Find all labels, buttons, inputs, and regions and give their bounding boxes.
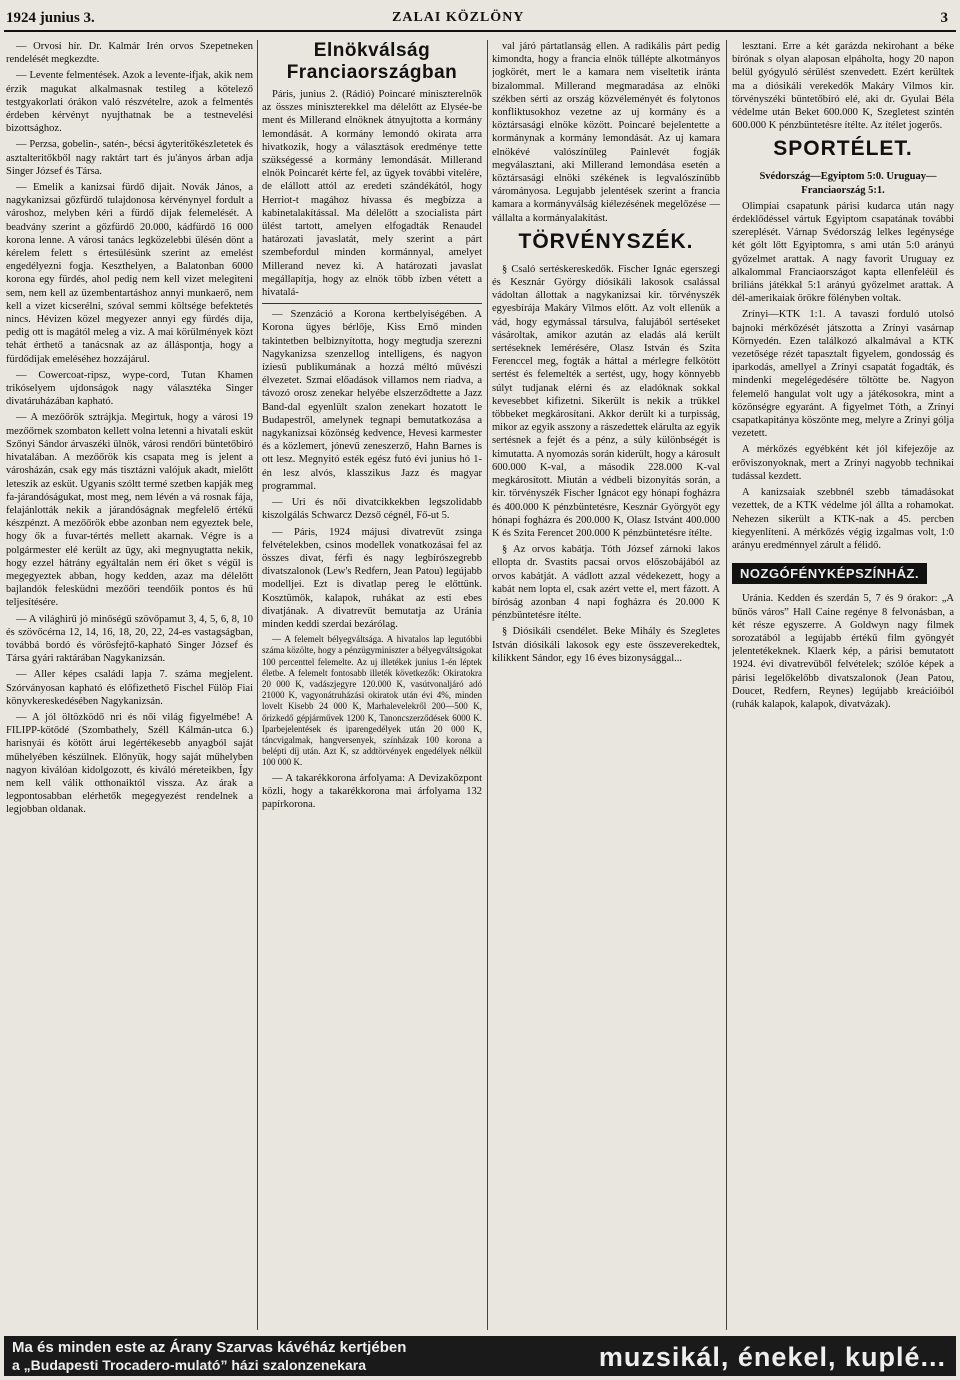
main-headline: Elnökválság Franciaországban (286, 40, 458, 83)
news-item: — Levente felmentések. Azok a levente-ifjak, akik nem érzik magukat alkalmasnak testileg a kötelező testgyakorlati órákon való részvételre, azok a felmentés érdeben kérvényt nyujthatnak be a testnevelési bizottsághoz. (6, 70, 253, 135)
column-4 (732, 40, 954, 1335)
news-item: Svédország—Egyiptom 5:0. Uruguay—Franciaország 5:1. (759, 171, 937, 196)
news-item: — Páris, 1924 májusi divatrevüt zsinga felvételekben, csinos modellek vonatkozásai fel az összes divat, férfi és nagy legbírószegrebb divatszalonok (Lew's Redfern, Jean Patou) legújabb modelljei. Ezt is divatlap pereg le előttünk. Kosztümök, kalapok, ruhákat az esti ebes divatjának. A divatrevüt bemutatja az Uránia minden keddi szerdai bezárólag. (262, 526, 482, 630)
column-divider (487, 40, 488, 1330)
header-rule (4, 30, 956, 32)
news-item: — Perzsa, gobelin-, satén-, bécsi ágyteritőkészletetek és asztalteritőkből nagy raktárt tart és ju'ányos árban adja Singer József és Társa. (6, 139, 253, 177)
news-item: — Emelik a kanizsai fürdő dijait. Novák János, a nagykanizsai gőzfürdő tulajdonosa kérvénynyel fordult a városhoz, melyben kéri a fürdő dijak felemelését. A beadvány szerint a gőzfürdő 20.000, kádfürdő 16 000 korona lenne. A városi tanács legközelebbi ülésén dönt a kérelem felett s értesülésünk szerint az emelést engedélyezni fogja. Keszthelyen, a Balatonban 6000 korona egy fürdés, ahol pedig nem kell vizet melegiteni sem, nem kell az üzembentartáshoz annyi munkaerő, nem kell a vizet kicserélni, szóval semmi költsége befektetés nincs. Hévizen közel megyezer annyi egy fürdés dija, pedig ott is magától meleg a viz. A mai körülmények közt tehát érthető a tanácsnak az az álláspontja, hogy a fürdődijak emeléséhez hozzájárul. (6, 182, 253, 365)
news-item: A mérkőzés egyébként két jól kifejezője az erőviszonyoknak, mert a Zrínyi nagyobb technikai tudással kezdett. (732, 444, 954, 482)
news-item: — Uri és női divatcikkekben legszolidabb kiszolgálás Schwarcz Dezső cégnél, Fő-ut 5. (262, 497, 482, 522)
news-item: — A mezőőrök sztrájkja. Megirtuk, hogy a városi 19 mezőőrnek szombaton kellett volna letenni a hivatali esküt Szőnyi Sándor árvaszéki ülnök, városi rendőri büntetőbiró hivatalában. A mezőőrök kis csapata meg is jelent a városházán, csak egy más tisztázni valójuk akadt, mielőtt leteszik az esküt. Ugyanis szóltt termé szetben kapják meg fa-járandóságukat, most meg, nem lévén a vá rosnak fája, felajánlották nekik a járandóságnak megfelelő értékű készpénzt. A mezőőrök ebbe azonban nem egyeztek bele, hogy ők a fuvar-tértés mellett akarnak. Végre is a polgármester elé került az ügy, aki megnyugtatta nekik, hogy ezzel hátrány egyáltalán nem éri őket s végül is megegyeztek abban, hogy kedden, azaz ma délelőtt bajlandók felesküdni mezőőri teendőik pontos és hű teljesítésére. (6, 412, 253, 609)
news-item: — A világhirű jó minőségű szövőpamut 3, 4, 5, 6, 8, 10 és szövőcérna 12, 14, 16, 18, 20, 22, 24-es vastagságban, továbbá bordó és vörösfejtő-kapható Singer József és Társa gyári raktárában Nagykanizsán. (6, 613, 253, 665)
news-item: — Aller képes családi lapja 7. száma megjelent. Szórványosan kapható és előfizethető Fischel Fülöp Fiai könyvkereskedésében Nagykanizsán. (6, 669, 253, 707)
news-item: Páris, junius 2. (Rádió) Poincaré miniszterelnök az összes miniszterekkel ma délelőtt az Elysée-be ment és Millerand elnöknek átnyujtotta a kormány lemondását. A kormány lemondó okirata arra hivatkozik, hogy a választások eredménye tette szükségessé a kormány lemondását. Millerand elnök Poincarét kérte fel, az ügyek további vitelére, de elállott attól az eredeti szándékától, hogy Herriot-t magához hívassa és megbízza a kabinetalakítással. Ma délelőtt a szocialista párt ülést tartott, amelyen elfogadták Renaudel határozati javaslatát, mely szerint a párt szembefordul minden kormánnyal, amelyet Millerand nevez ki. A határozati javaslat megállapítja, hogy az elnök több ízben vétett a hivatalá- (262, 89, 482, 299)
news-item: Olimpiai csapatunk párisi kudarca után nagy érdeklődéssel vártuk Egyiptom csapatának további szereplését. Várnap Svédország lelkes legénysége két gólt lőtt Egyiptomra, s ami után 5:0 arányú győzelmet arattak. A nagy favorit Uruguay ez alkalommal Franciaországot kapta ellenfeléül és briliáns játékkal 5:1 arányú győzelmet arattak. A dél-amerikaiak örökre fölényben voltak. (732, 200, 954, 305)
news-item: — Szenzáció a Korona kertbelyiségében. A Korona ügyes bérlője, Kiss Ernő minden takintetben belbiznyította, hogy megtudja szerezni Nagykanizsa szenzellog intelligens, és nagyon íziesű publikumának a hozzá méltó művészi élvezetet. Szmai előadások villamos nem riadva, a távozó orosz zenekar helyébe elszerződtette a Jazz Band-dal egyenlült szalon zenekart hozatott le Budapestről, amelynek tegnapi bemutatkozása a nagykanizsai közönség kedvence, Hevesi karmester és a közlemert, jónevű zeneszerző, Hahn Barnes is ott lesz. Megnyitó esték egész futó évi junius hó 1-én lesz alvós, klasszikus Jazz és magyar programmal. (262, 309, 482, 492)
news-item: — A jól öltözködő nri és női világ figyelmébe! A FILIPP-kötődé (Szombathely, Széll Kálmán-utca 6.) harisnyái és kötött árui legértékesebb anyagból saját műhelyében készülnek. Előnyük, hogy saját műhelyben nagyon kiválóan kidolgozott, és kiváló méreteikben, Így nem kell válik otthonaiktól vissza. Az árak a legpontosabban elérhetők megegyezést rendelnek a legjobban oldanak. (6, 711, 253, 816)
advertisement-banner (4, 1336, 956, 1376)
column-divider (726, 40, 727, 1330)
cinema-logo: NOZGÓFÉNYKÉPSZÍNHÁZ. (732, 563, 927, 584)
banner-line-2: a „Budapesti Trocadero-mulató” házi szalonzenekara (12, 1357, 366, 1373)
column-3 (492, 40, 720, 1335)
news-item: § Diósikáli csendélet. Beke Mihály és Szegletes István diósikáli lakosok egy este összeverekedtek, kilikkent Sándor, egy 16 éves bizonysággal... (492, 626, 720, 664)
news-item: lesztani. Erre a két garázda nekirohant a béke bírónak s olyan alaposan elpáholta, hogy 20 napon belül gyógyuló sérülést szenvedett. Ezért kerültek ma a diósikáli verekedők Makáry Vilmos kir. törvényszéki büntetőbíró elé, aki dr. Gyulai Béla védelme után Beket 600.000 K, Szegletest szintén 600.000 K pénzbüntetésre ítélte. Az ítélet jogerős. (732, 41, 954, 132)
news-item: § Az orvos kabátja. Tóth József zárnoki lakos ellopta dr. Svastits pacsai orvos előszobájából az orvos kabátját. A vádlott azzal védekezett, hogy a kabát nem lopta el, csak azért vette el, mert fázott. A bíróság azonban 4 napi fogházra és 20.000 K pénzbüntetésre ítélte. (492, 544, 720, 622)
news-item: Zrínyi—KTK 1:1. A tavaszi forduló utolsó bajnoki mérkőzését játszotta a Zrínyi vasárnap Környedén. Ezen találkozó alkalmával a KTK vezetősége rézét tapasztalt figyelem, gondosság és iparkodás, amellyel a Zrínyi csapatát fogadták, és mindenki megelégedésére töltötte be. Nagyon felemelő hangulat volt ugy a játékosokra, mint a közönségre egyaránt. A figyelmet Tóth, a Zrínyi csapatkapitánya köszönte meg, melyre a Zrínyi gólja vezetett. (732, 309, 954, 440)
section-title-sports: SPORTÉLET. (773, 137, 913, 161)
section-title-court: TÖRVÉNYSZÉK. (518, 229, 694, 253)
header-title: ZALAI KÖZLÖNY (392, 10, 525, 25)
news-item: § Csaló sertéskereskedők. Fischer Ignác egerszegi és Kesznár György diósikáli lakosok csalással vádoltan állottak a nagykanizsai kir. törvényszék egyesbírája Makáry Vilmos előtt. Az volt ellenük a vád, hogy egymással társulva, falujából sertéseket vásároltak, amikor azután az eladás alá került sertéseknek lemérésére, Olasz István és Szita Ferenccel meg, fogták a háttal a mérlegre felkötött sertést és felemelték a sertést, ugy, hogy könnyebb súlyt tudjanak elérni és az eladóknak sokkal kevesebbet kifizetni. Sikerült is nekik a trükkel többeket megkárosítani. Akkor derült ki a turpisság, mikor az egyik asszony a rászedettek elárulta az egyik sertésnek a fejét és a pénz, a súly különbségét is kimutatta. A nyomozás során kiderült, hogy a károsult 600.000 K-val, a második 228.000 K-val megkárosított. Miután a védbeli bizonyítás során, a kir. törvényszék Fischer Ignácot egy hónapi fogházra és 400.000 K pénzbüntetésre, Kesznár Györgyöt egy hónapi fogházra és 200.000 K, Olasz Istvánt 400.000 K és Szita Ferencet 200.000 K pénzbüntetésre ítélte. (492, 263, 720, 539)
banner-right: muzsikál, énekel, kuplé... (598, 1342, 946, 1372)
header-page-number: 3 (940, 10, 948, 26)
page-header (0, 0, 960, 34)
news-item: — Cowercoat-ripsz, wype-cord, Tutan Khamen trikóselyem ujdonságok nagy választéka Singer divatáruházában kapható. (6, 369, 253, 408)
news-item: A kanizsaiak szebbnél szebb támadásokat vezettek, de a KTK védelme jól állta a rohamokat. Nehezen sikerült a KTK-nak a 45. percben kiegyenlíteni. A mérkőzés végig izgalmas volt, 1:0 arányu eredménnyel zárult a félidő. (732, 487, 954, 551)
news-item: val járó pártatlanság ellen. A radikális párt pedig kimondta, hogy a francia elnök túllépte alkotmányos jogkörét, mert le a kamara nem viseltetik iránta bizalommal. Millerand megmaradása az elnöki székben sérti az ország közvéleményét és folytonos konfliktusokhoz vezetne az uj kormány és a köztársasági elnöke között. Poincaré bejelentette a kormánynak a kormány lemondását. Az uj kamara elnökévé valószínűleg Painlevét fogják megválasztani, aki Millerand lemondása esetén a köztársasági elnöki székének is legvalószínűbb várományosa. Legujabb jelentések szerint a francia kamara a kormányválság kiélezésének megelőzése — vállalta a kormányalakítást. (492, 41, 720, 224)
column-1 (6, 40, 253, 1318)
news-item: — A felemelt bélyegváltsága. A hivatalos lap legutóbbi száma közölte, hogy a pénzügyminiszter a bélyegváltságokat 100 percenttel felemelte. Az uj illetékek junius 1-én léptek életbe. A felemelt fontosabb illeték következők: Okiratokra 20 000 K, vadászjegyre 120.000 K, vasútvonaljáró adó 21000 K, vagyonátruházási okiratok után évi 4%, minden lovelt Kisebb 24 000 K, Marhalevelekről 200—500 K, őrizkedő gépjárművek 1200 K, Tanoncszerződések 6000 K. Iparbejelentések és iparengedélyek után 20 000 K, táncvigalmak, hangversenyek, színházak 100 korona a belépti díj után. Azt K, sz addtörvények engedélyek nélkül 100 000 K. (262, 634, 482, 768)
news-item: Uránia. Kedden és szerdán 5, 7 és 9 órakor: „A bűnös város” Hall Caine regénye 8 felvonásban, a két része egyszerre. A Goldwyn nagy filmek sorozatából a legújabb értékű film gyöngyét jelentetékeknek. Klaerk kép, a párisi bemutatott 1924. évi divatrevüből felvételek; szólóe képek a párisi legelőkelőbb divatszalonok (Jean Patou, Doucet, Redfern, Reynes) legújabb kreációiból (ruhák kalapok, kalapok, divatvázak). (732, 593, 954, 710)
banner-line-1: Ma és minden este az Árany Szarvas kávéház kertjében (12, 1339, 407, 1356)
column-2 (262, 40, 482, 1335)
news-item: — A takarékkorona árfolyama: A Devizaközpont közli, hogy a takarékkorona mai árfolyama 132 papírkorona. (262, 772, 482, 810)
news-item: — Orvosi hír. Dr. Kalmár Irén orvos Szepetneken rendelését megkezdte. (6, 41, 253, 66)
item-divider (262, 303, 482, 304)
header-date: 1924 junius 3. (6, 10, 95, 26)
column-divider (257, 40, 258, 1330)
